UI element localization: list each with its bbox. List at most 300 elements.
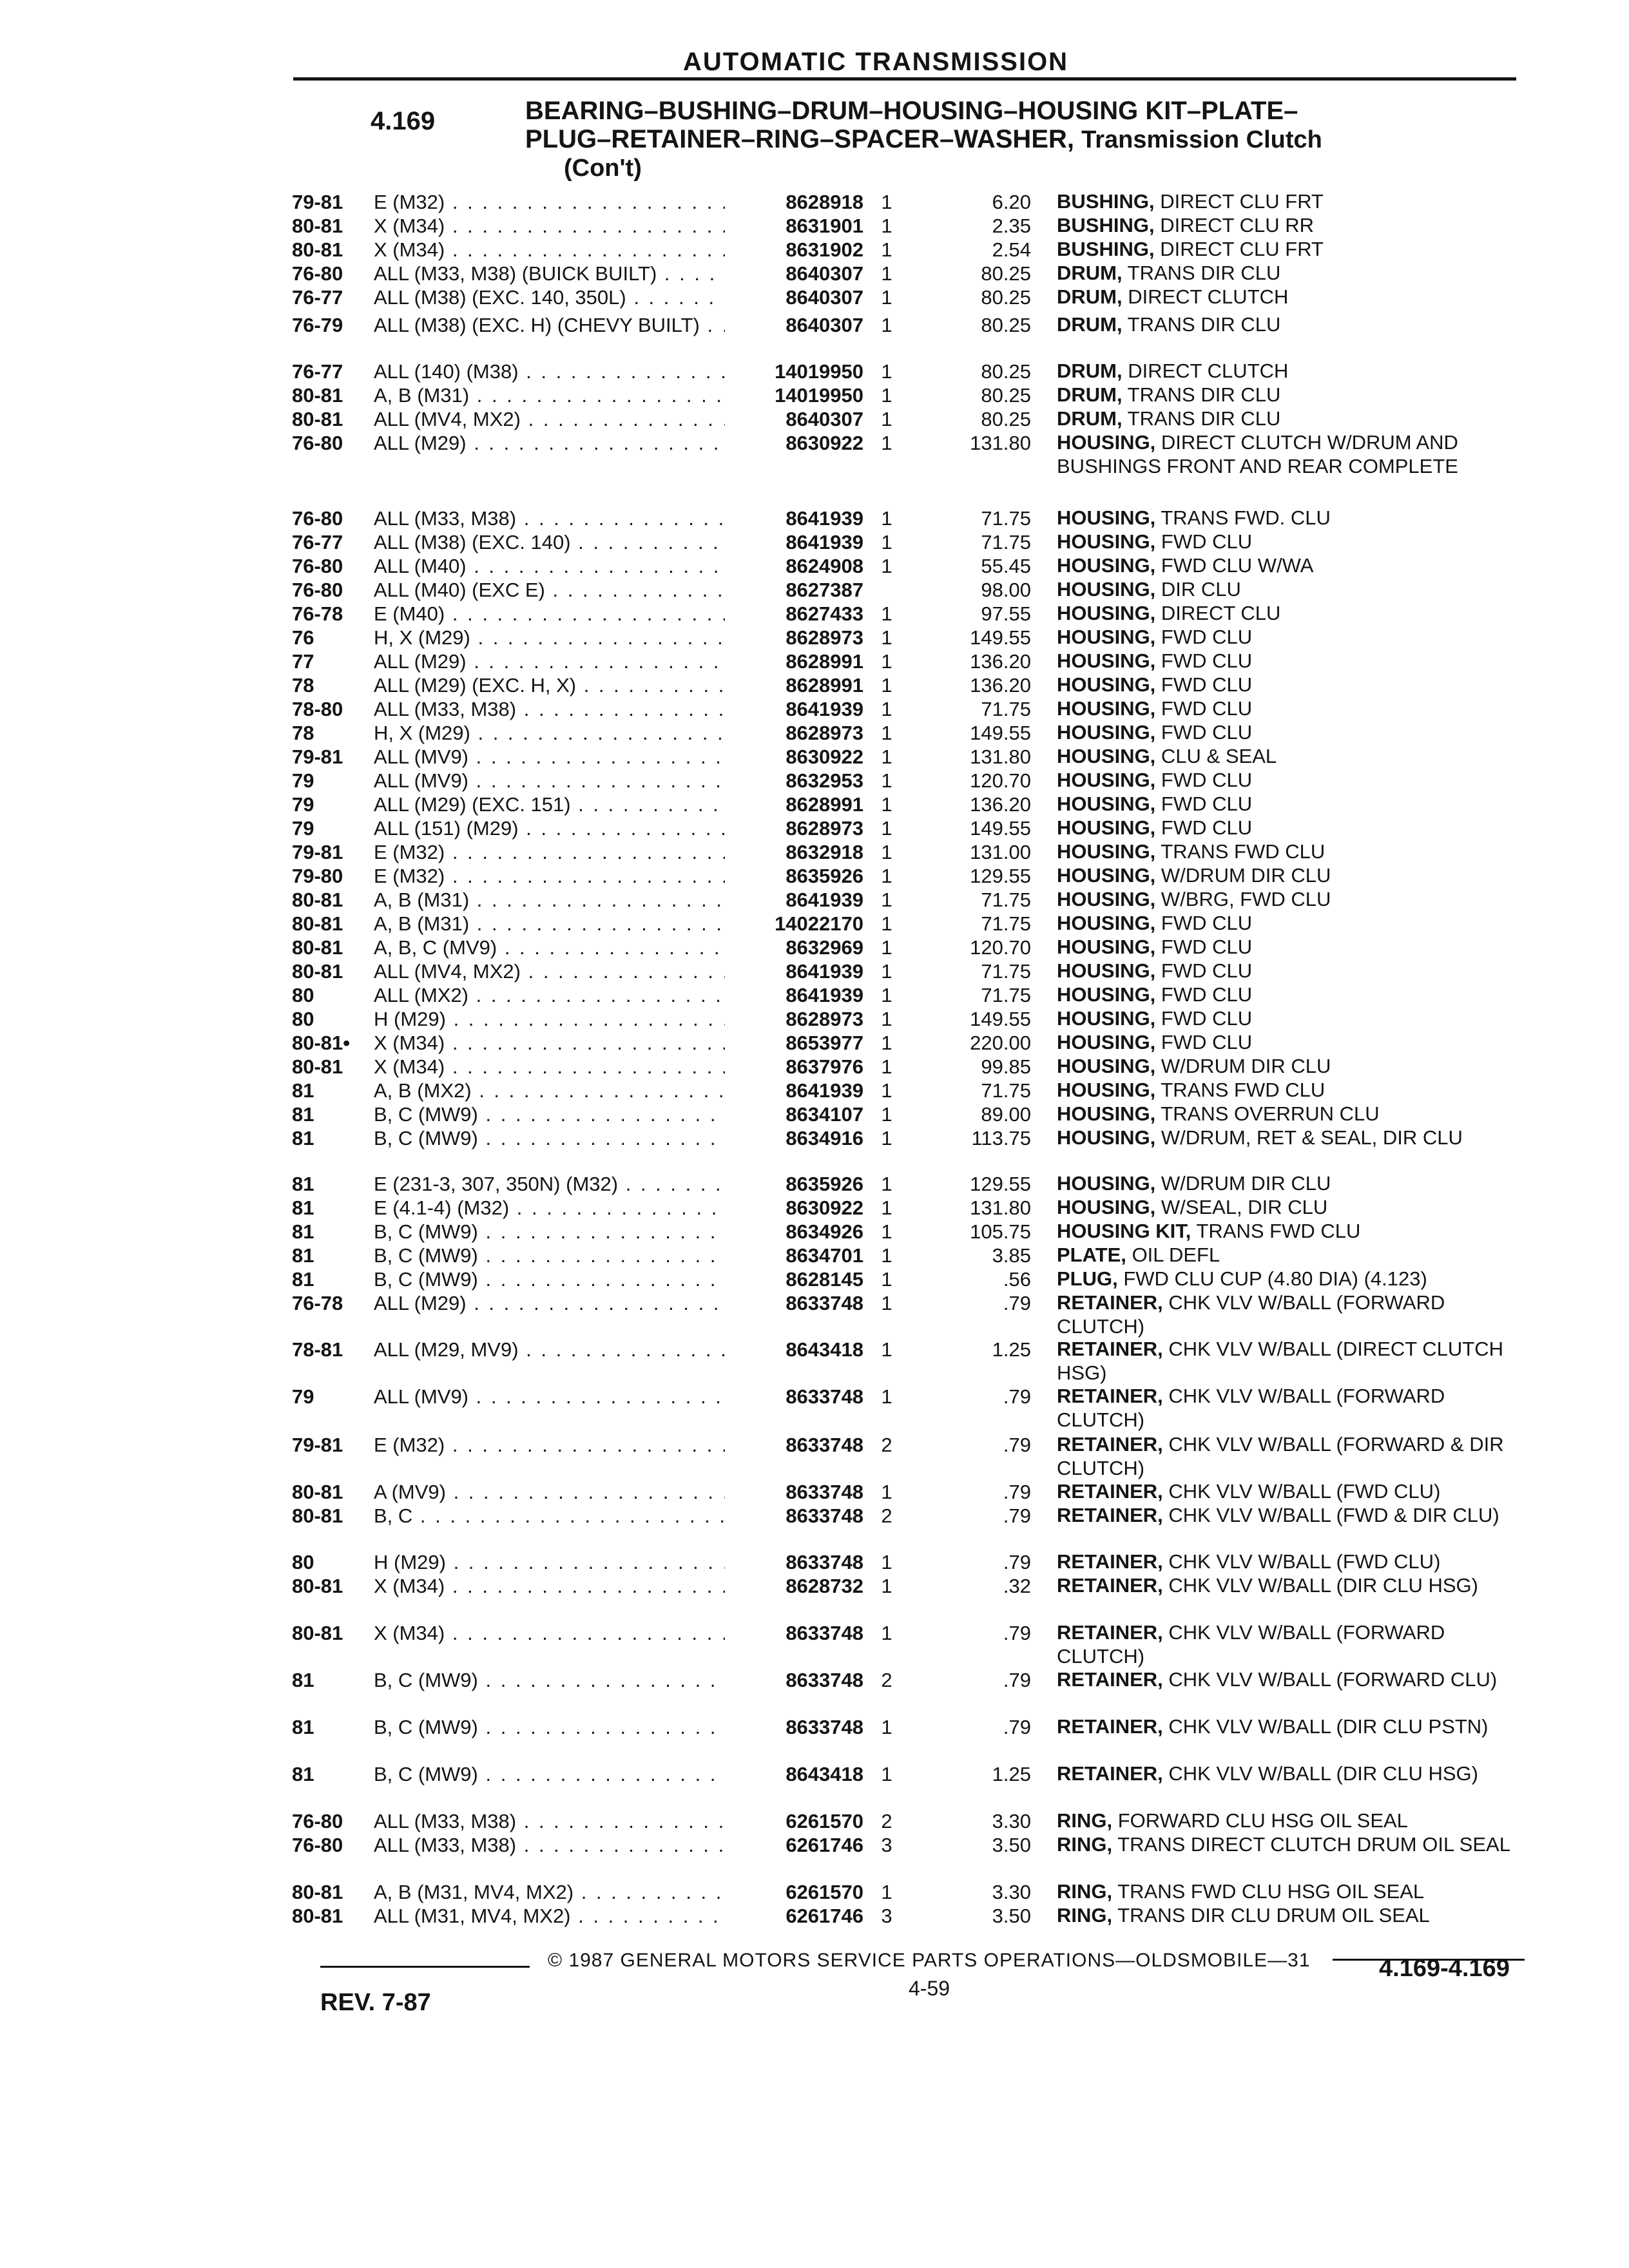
row-quantity: 1 (881, 1127, 892, 1149)
row-description-text: FWD CLU (1161, 673, 1253, 696)
row-price: 3.30 (992, 1810, 1031, 1832)
row-year: 76-80 (292, 1810, 343, 1832)
row-keyword: HOUSING, (1057, 578, 1156, 601)
row-description (1057, 383, 1527, 407)
row-keyword: HOUSING, (1057, 745, 1156, 767)
row-price: 3.85 (992, 1244, 1031, 1267)
row-description (1057, 601, 1527, 625)
row-year: 76-80 (292, 579, 343, 601)
row-price: 3.30 (992, 1881, 1031, 1903)
row-keyword: RETAINER, (1057, 1291, 1163, 1314)
row-keyword: RETAINER, (1057, 1480, 1163, 1503)
row-quantity: 1 (881, 555, 892, 577)
row-description (1057, 887, 1527, 911)
row-year: 79 (292, 817, 314, 840)
row-description (1057, 959, 1527, 983)
row-application: X (M34) . . . (374, 1573, 725, 1599)
row-application: ALL (M31, MV4, MX2) . . . (374, 1903, 725, 1929)
row-price: .79 (1003, 1669, 1031, 1691)
row-part-number: 8633748 (786, 1481, 863, 1503)
row-year: 79 (292, 1385, 314, 1408)
row-year: 78 (292, 674, 314, 697)
row-keyword: HOUSING, (1057, 769, 1156, 791)
row-year: 76-80 (292, 432, 343, 454)
row-application: E (231-3, 307, 350N) (M32) . . . (374, 1171, 725, 1197)
row-part-number: 8630922 (786, 745, 863, 768)
row-quantity: 1 (881, 722, 892, 744)
row-keyword: DRUM, (1057, 407, 1123, 430)
row-quantity: 2 (881, 1504, 892, 1527)
row-keyword: HOUSING, (1057, 1007, 1156, 1030)
row-keyword: HOUSING, (1057, 697, 1156, 720)
table-row (0, 285, 1629, 311)
row-description (1057, 1030, 1527, 1054)
row-year: 80 (292, 984, 314, 1006)
row-price: 71.75 (981, 960, 1031, 983)
row-year: 80-81 (292, 912, 343, 935)
row-price: 120.70 (970, 769, 1031, 792)
row-part-number: 8653977 (786, 1032, 863, 1054)
row-keyword: RETAINER, (1057, 1385, 1163, 1407)
row-part-number: 8640307 (786, 314, 863, 336)
row-application: H (M29) . . . (374, 1550, 725, 1575)
table-row (0, 261, 1629, 287)
row-quantity: 1 (881, 1103, 892, 1126)
row-application: A (MV9) . . . (374, 1479, 725, 1505)
row-part-number: 8643418 (786, 1763, 863, 1785)
row-description (1057, 1243, 1527, 1267)
table-row (0, 312, 1629, 338)
row-description-text: FORWARD CLU HSG OIL SEAL (1117, 1809, 1408, 1832)
row-description-text: W/DRUM DIR CLU (1161, 1172, 1331, 1195)
row-description-text: TRANS FWD CLU (1161, 840, 1325, 863)
row-application: A, B (M31) . . . (374, 911, 725, 937)
row-keyword: BUSHING, (1057, 214, 1155, 236)
row-year: 80-81 (292, 384, 343, 407)
row-application: X (M34) . . . (374, 1054, 725, 1080)
row-keyword: HOUSING, (1057, 1172, 1156, 1195)
row-quantity: 1 (881, 1716, 892, 1738)
row-price: .79 (1003, 1292, 1031, 1314)
row-part-number: 6261746 (786, 1905, 863, 1927)
section-title-suffix: Transmission Clutch (1081, 126, 1322, 153)
row-part-number: 8641939 (786, 531, 863, 553)
row-quantity: 1 (881, 745, 892, 768)
row-year: 81 (292, 1763, 314, 1785)
table-row (0, 816, 1629, 841)
row-part-number: 8628991 (786, 793, 863, 816)
row-price: 136.20 (970, 674, 1031, 697)
row-description-text: FWD CLU (1161, 1031, 1253, 1053)
row-quantity: 1 (881, 912, 892, 935)
row-description-text: TRANS FWD CLU HSG OIL SEAL (1117, 1880, 1425, 1903)
table-row (0, 1550, 1629, 1575)
row-keyword: RETAINER, (1057, 1668, 1163, 1691)
row-part-number: 8634916 (786, 1127, 863, 1149)
row-year: 79-81 (292, 1434, 343, 1456)
row-price: 99.85 (981, 1055, 1031, 1078)
row-year: 81 (292, 1716, 314, 1738)
row-price: 131.80 (970, 432, 1031, 454)
row-quantity: 1 (881, 238, 892, 261)
row-application: ALL (M40) (EXC E) . . . (374, 577, 725, 603)
row-application: ALL (M33, M38) . . . (374, 697, 725, 722)
row-application: H, X (M29) . . . (374, 625, 725, 651)
row-quantity: 3 (881, 1834, 892, 1856)
row-part-number: 8640307 (786, 286, 863, 309)
table-row (0, 673, 1629, 698)
row-application: ALL (M38) (EXC. H) (CHEVY BUILT) . . . (374, 312, 725, 338)
row-keyword: HOUSING, (1057, 816, 1156, 839)
row-price: 149.55 (970, 626, 1031, 649)
row-price: 120.70 (970, 936, 1031, 959)
row-description (1057, 625, 1527, 649)
row-price: 3.50 (992, 1834, 1031, 1856)
row-part-number: 14019950 (775, 384, 863, 407)
row-application: E (M32) . . . (374, 863, 725, 889)
table-row (0, 1573, 1629, 1599)
row-application: B, C (MW9) . . . (374, 1667, 725, 1693)
row-description (1057, 1903, 1527, 1927)
row-year: 79-81 (292, 841, 343, 863)
row-year: 80-81 (292, 1481, 343, 1503)
row-year: 80-81 (292, 215, 343, 237)
row-description-text: FWD CLU (1161, 721, 1253, 744)
row-application: ALL (M38) (EXC. 140, 350L) . . . (374, 285, 725, 311)
row-part-number: 8633748 (786, 1434, 863, 1456)
row-application: X (M34) . . . (374, 1620, 725, 1646)
row-description (1057, 697, 1527, 720)
row-year: 81 (292, 1173, 314, 1195)
row-keyword: HOUSING, (1057, 959, 1156, 982)
row-application: B, C (MW9) . . . (374, 1126, 725, 1151)
row-year: 78 (292, 722, 314, 744)
row-keyword: RETAINER, (1057, 1504, 1163, 1526)
row-description-text: CHK VLV W/BALL (DIRECT CLUTCH HSG) (1057, 1338, 1504, 1384)
row-description-text: TRANS DIRECT CLUTCH DRUM OIL SEAL (1117, 1833, 1510, 1856)
row-keyword: HOUSING, (1057, 864, 1156, 887)
row-quantity: 1 (881, 1220, 892, 1243)
row-description (1057, 1479, 1527, 1503)
section-title-line2: PLUG–RETAINER–RING–SPACER–WASHER, (525, 125, 1074, 153)
row-description (1057, 407, 1527, 430)
row-year: 76-80 (292, 555, 343, 577)
row-keyword: RING, (1057, 1833, 1113, 1856)
table-row (0, 601, 1629, 627)
row-description-text: DIRECT CLUTCH (1128, 360, 1289, 382)
row-description (1057, 1291, 1527, 1338)
row-keyword: HOUSING, (1057, 530, 1156, 553)
row-part-number: 8634926 (786, 1220, 863, 1243)
table-row (0, 553, 1629, 579)
row-keyword: HOUSING, (1057, 1196, 1156, 1218)
row-year: 81 (292, 1196, 314, 1219)
row-description-text: CHK VLV W/BALL (DIR CLU PSTN) (1168, 1715, 1489, 1738)
row-keyword: HOUSING, (1057, 721, 1156, 744)
row-price: 80.25 (981, 408, 1031, 430)
row-quantity: 1 (881, 1881, 892, 1903)
row-price: 71.75 (981, 984, 1031, 1006)
table-row (0, 1219, 1629, 1245)
row-part-number: 8641939 (786, 698, 863, 720)
row-price: 80.25 (981, 286, 1031, 309)
row-description (1057, 1832, 1527, 1856)
table-row (0, 407, 1629, 432)
row-description-text: CHK VLV W/BALL (FWD & DIR CLU) (1168, 1504, 1499, 1526)
row-quantity: 1 (881, 602, 892, 625)
row-application: ALL (140) (M38) . . . (374, 359, 725, 385)
row-keyword: RETAINER, (1057, 1338, 1163, 1360)
row-description (1057, 1620, 1527, 1668)
row-description (1057, 792, 1527, 816)
row-application: ALL (M29, MV9) . . . (374, 1337, 725, 1363)
row-application: B, C (MW9) . . . (374, 1219, 725, 1245)
row-price: 55.45 (981, 555, 1031, 577)
row-description (1057, 530, 1527, 553)
row-description (1057, 1126, 1527, 1149)
row-quantity: 1 (881, 1079, 892, 1102)
row-part-number: 8641939 (786, 984, 863, 1006)
row-quantity: 1 (881, 191, 892, 213)
row-keyword: RETAINER, (1057, 1433, 1163, 1456)
row-keyword: DRUM, (1057, 262, 1123, 284)
table-row (0, 697, 1629, 722)
row-price: 71.75 (981, 531, 1031, 553)
row-description-text: FWD CLU (1161, 912, 1253, 934)
row-application: ALL (MV9) . . . (374, 744, 725, 770)
row-keyword: HOUSING, (1057, 554, 1156, 577)
row-keyword: HOUSING, (1057, 1102, 1156, 1125)
table-row (0, 237, 1629, 263)
row-part-number: 8632969 (786, 936, 863, 959)
row-price: .79 (1003, 1551, 1031, 1573)
row-year: 76-80 (292, 507, 343, 530)
row-year: 80-81 (292, 1504, 343, 1527)
row-keyword: BUSHING, (1057, 238, 1155, 260)
row-part-number: 8627433 (786, 602, 863, 625)
row-quantity: 1 (881, 960, 892, 983)
row-quantity: 2 (881, 1810, 892, 1832)
table-row (0, 768, 1629, 794)
row-quantity: 1 (881, 531, 892, 553)
row-part-number: 8632953 (786, 769, 863, 792)
row-description-text: TRANS FWD CLU (1161, 1079, 1325, 1101)
table-row (0, 1903, 1629, 1929)
row-part-number: 8628973 (786, 817, 863, 840)
row-description-text: FWD CLU (1161, 936, 1253, 958)
row-keyword: HOUSING KIT, (1057, 1220, 1191, 1242)
row-part-number: 8635926 (786, 865, 863, 887)
row-description-text: FWD CLU (1161, 793, 1253, 815)
row-price: 149.55 (970, 817, 1031, 840)
row-keyword: HOUSING, (1057, 840, 1156, 863)
row-description (1057, 1102, 1527, 1126)
row-description-text: FWD CLU CUP (4.80 DIA) (4.123) (1123, 1267, 1427, 1290)
row-application: ALL (M33, M38) (BUICK BUILT) . . . (374, 261, 725, 287)
row-part-number: 8628973 (786, 1008, 863, 1030)
row-quantity: 1 (881, 817, 892, 840)
row-year: 81 (292, 1127, 314, 1149)
row-part-number: 8624908 (786, 555, 863, 577)
table-row (0, 1337, 1629, 1384)
row-price: 71.75 (981, 912, 1031, 935)
row-year: 81 (292, 1079, 314, 1102)
row-keyword: HOUSING, (1057, 936, 1156, 958)
table-row (0, 1809, 1629, 1834)
row-price: 131.80 (970, 1196, 1031, 1219)
row-description-text: CHK VLV W/BALL (FORWARD & DIR CLUTCH) (1057, 1433, 1504, 1479)
table-row (0, 720, 1629, 746)
row-keyword: HOUSING, (1057, 888, 1156, 910)
row-year: 76-78 (292, 602, 343, 625)
row-application: ALL (MV4, MX2) . . . (374, 407, 725, 432)
row-year: 79-81 (292, 745, 343, 768)
row-price: 131.00 (970, 841, 1031, 863)
row-year: 80-81• (292, 1032, 351, 1054)
row-application: ALL (M29) (EXC. 151) . . . (374, 792, 725, 818)
row-quantity: 1 (881, 1244, 892, 1267)
table-row (0, 1171, 1629, 1197)
row-application: ALL (M33, M38) . . . (374, 1809, 725, 1834)
row-price: 97.55 (981, 602, 1031, 625)
row-description (1057, 863, 1527, 887)
row-description-text: W/BRG, FWD CLU (1161, 888, 1331, 910)
row-description (1057, 1809, 1527, 1832)
table-row (0, 1054, 1629, 1080)
table-row (0, 383, 1629, 408)
row-quantity: 1 (881, 650, 892, 673)
row-part-number: 8640307 (786, 262, 863, 285)
row-application: ALL (M29) . . . (374, 1291, 725, 1316)
row-year: 79-80 (292, 865, 343, 887)
row-description (1057, 720, 1527, 744)
row-part-number: 8633748 (786, 1385, 863, 1408)
row-price: 80.25 (981, 314, 1031, 336)
row-part-number: 8632918 (786, 841, 863, 863)
row-application: ALL (M38) (EXC. 140) . . . (374, 530, 725, 555)
row-description (1057, 1762, 1527, 1785)
row-description (1057, 1550, 1527, 1573)
row-description (1057, 553, 1527, 577)
row-description (1057, 1503, 1527, 1527)
row-quantity: 1 (881, 1032, 892, 1054)
row-quantity: 1 (881, 1481, 892, 1503)
row-quantity: 3 (881, 1905, 892, 1927)
row-application: B, C (MW9) . . . (374, 1762, 725, 1787)
row-description (1057, 1573, 1527, 1597)
row-part-number: 8641939 (786, 889, 863, 911)
row-quantity: 1 (881, 984, 892, 1006)
row-description (1057, 430, 1527, 478)
row-price: 105.75 (970, 1220, 1031, 1243)
section-title-continued: (Con't) (564, 155, 642, 182)
row-part-number: 8633748 (786, 1669, 863, 1691)
row-keyword: RETAINER, (1057, 1762, 1163, 1785)
row-keyword: RETAINER, (1057, 1574, 1163, 1597)
row-price: 129.55 (970, 1173, 1031, 1195)
row-keyword: HOUSING, (1057, 626, 1156, 648)
row-quantity: 1 (881, 1763, 892, 1785)
row-quantity: 1 (881, 1173, 892, 1195)
table-row (0, 792, 1629, 818)
row-price: 129.55 (970, 865, 1031, 887)
row-application: ALL (M29) . . . (374, 649, 725, 675)
row-description-text: CHK VLV W/BALL (FORWARD CLUTCH) (1057, 1621, 1445, 1667)
row-price: 149.55 (970, 1008, 1031, 1030)
row-description-text: FWD CLU (1161, 649, 1253, 672)
row-description (1057, 673, 1527, 697)
row-keyword: RETAINER, (1057, 1715, 1163, 1738)
row-keyword: PLATE, (1057, 1244, 1126, 1266)
row-application: E (M32) . . . (374, 189, 725, 215)
row-part-number: 8634107 (786, 1103, 863, 1126)
row-part-number: 8633748 (786, 1716, 863, 1738)
row-application: X (M34) . . . (374, 213, 725, 239)
table-row (0, 430, 1629, 477)
row-description-text: DIRECT CLU (1161, 602, 1281, 624)
row-quantity: 1 (881, 314, 892, 336)
row-description (1057, 911, 1527, 935)
row-quantity: 1 (881, 1385, 892, 1408)
table-row (0, 1291, 1629, 1338)
row-keyword: DRUM, (1057, 383, 1123, 406)
row-application: ALL (MX2) . . . (374, 983, 725, 1008)
row-part-number: 8635926 (786, 1173, 863, 1195)
row-keyword: HOUSING, (1057, 649, 1156, 672)
row-quantity: 1 (881, 507, 892, 530)
row-year: 80-81 (292, 936, 343, 959)
table-row (0, 1879, 1629, 1905)
row-price: .79 (1003, 1504, 1031, 1527)
row-description (1057, 649, 1527, 673)
row-quantity: 1 (881, 626, 892, 649)
row-year: 81 (292, 1669, 314, 1691)
row-description (1057, 1006, 1527, 1030)
row-part-number: 8637976 (786, 1055, 863, 1078)
row-quantity: 1 (881, 408, 892, 430)
row-description (1057, 1267, 1527, 1291)
row-quantity: 1 (881, 384, 892, 407)
row-description (1057, 189, 1527, 213)
row-description-text: TRANS DIR CLU (1127, 313, 1281, 336)
row-description (1057, 261, 1527, 285)
row-application: A, B (MX2) . . . (374, 1078, 725, 1104)
row-quantity: 1 (881, 1551, 892, 1573)
row-year: 76-80 (292, 1834, 343, 1856)
row-year: 80-81 (292, 1622, 343, 1644)
row-quantity: 1 (881, 1008, 892, 1030)
row-application: ALL (M33, M38) . . . (374, 506, 725, 532)
row-quantity: 1 (881, 698, 892, 720)
row-keyword: HOUSING, (1057, 793, 1156, 815)
row-year: 80-81 (292, 1055, 343, 1078)
row-application: X (M34) . . . (374, 237, 725, 263)
page-header: AUTOMATIC TRANSMISSION (683, 48, 1069, 76)
row-keyword: RING, (1057, 1904, 1113, 1927)
row-part-number: 8627387 (786, 579, 863, 601)
table-row (0, 1384, 1629, 1431)
row-price: 71.75 (981, 889, 1031, 911)
row-year: 79-81 (292, 191, 343, 213)
row-application: B, C (MW9) . . . (374, 1267, 725, 1293)
row-part-number: 8641939 (786, 507, 863, 530)
row-year: 80-81 (292, 960, 343, 983)
table-row (0, 1432, 1629, 1479)
row-keyword: DRUM, (1057, 360, 1123, 382)
row-price: .56 (1003, 1268, 1031, 1291)
row-year: 76-78 (292, 1292, 343, 1314)
row-price: 80.25 (981, 384, 1031, 407)
